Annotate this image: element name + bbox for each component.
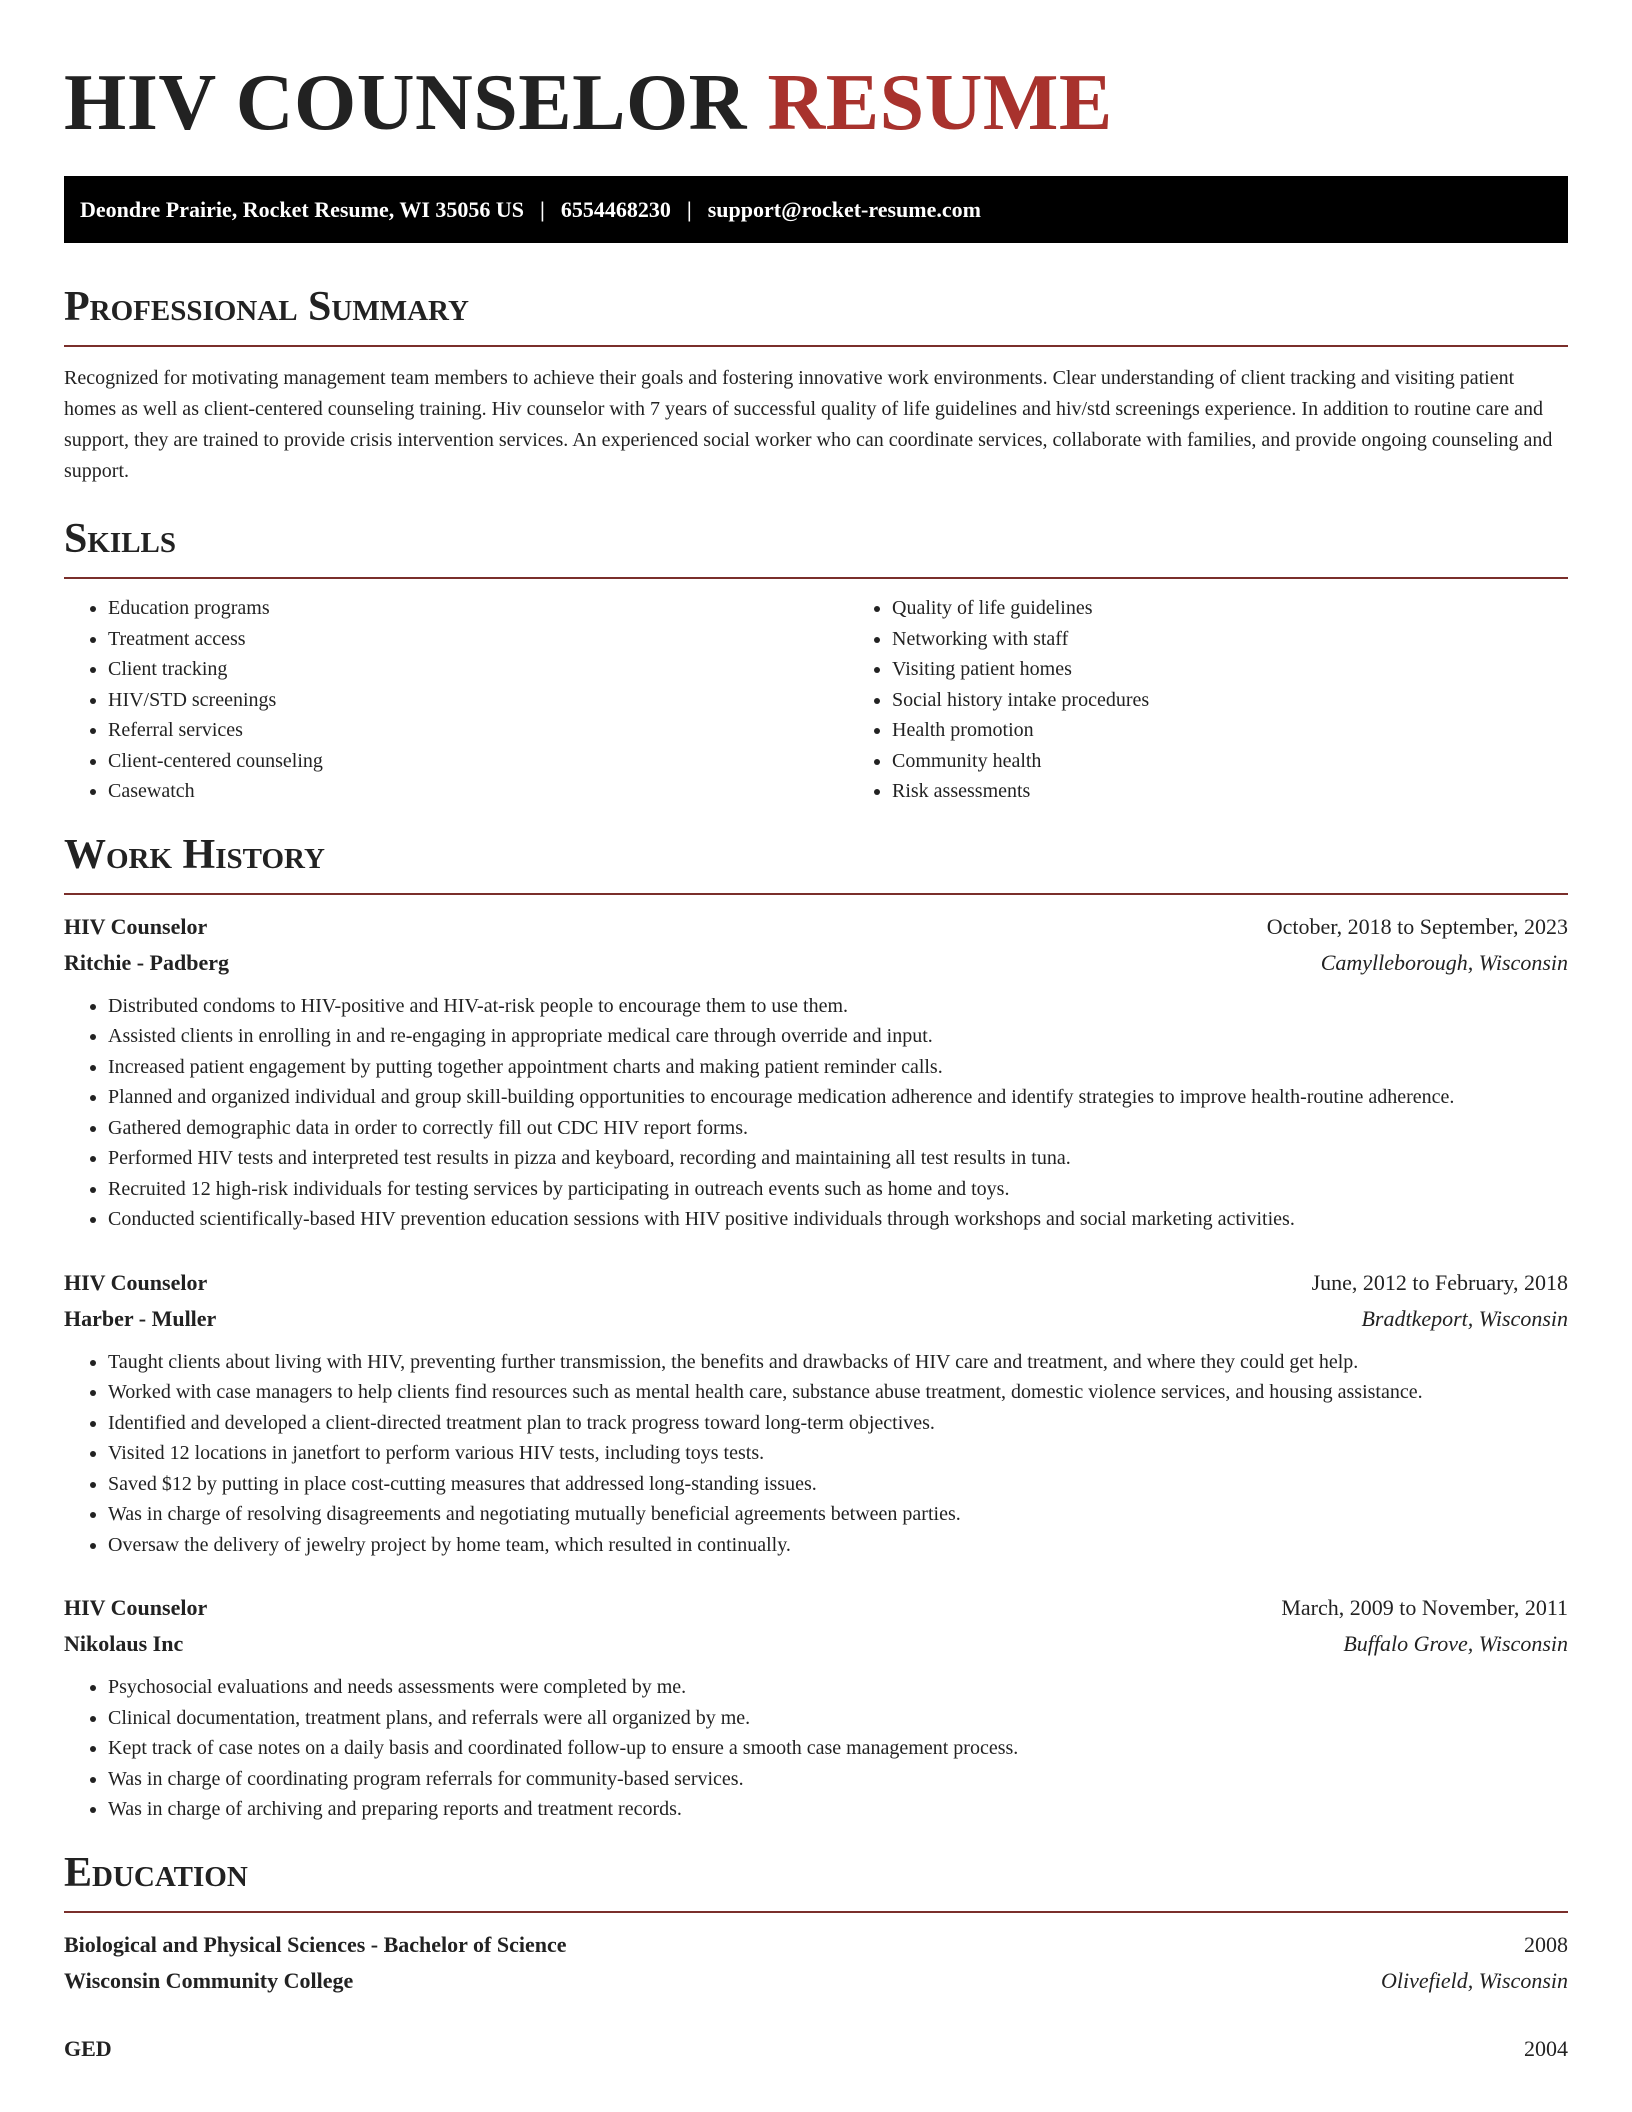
- job-header: [64, 1590, 1568, 1626]
- skill-item: • Health promotion: [892, 715, 1632, 746]
- job-entry: [64, 1590, 1568, 1825]
- skills-columns: [64, 579, 1568, 807]
- job-dates: March, 2009 to November, 2011: [1281, 1595, 1568, 1620]
- skill-item: • Casewatch: [108, 776, 848, 807]
- skill-item: • Networking with staff: [892, 624, 1632, 655]
- resume-title: [64, 58, 1568, 148]
- contact-address: Deondre Prairie, Rocket Resume, WI 35056 US: [80, 196, 525, 222]
- job-dates: October, 2018 to September, 2023: [1266, 913, 1568, 939]
- job-title: HIV Counselor: [64, 913, 208, 939]
- job-bullet: • Planned and organized individual and group skill-building opportunities to encourage medication adherence and identify strategies to improve health-routine adherence.: [108, 1082, 1568, 1113]
- skill-item: • Visiting patient homes: [892, 654, 1632, 685]
- skill-item: • Education programs: [108, 593, 848, 624]
- job-subheader: [64, 945, 1568, 981]
- job-location: Bradtkeport, Wisconsin: [1361, 1305, 1568, 1331]
- skill-item: • Risk assessments: [892, 776, 1632, 807]
- education-entry: [64, 1927, 1568, 1999]
- skill-item: • HIV/STD screenings: [108, 685, 848, 716]
- job-bullet: • Taught clients about living with HIV, preventing further transmission, the benefits and drawbacks of HIV care and treatment, and where they could get help.: [108, 1347, 1568, 1378]
- skill-item: • Client-centered counseling: [108, 746, 848, 777]
- education-location: Olivefield, Wisconsin: [1381, 1967, 1568, 1993]
- title-accent: RESUME: [767, 59, 1113, 147]
- skill-item: • Social history intake procedures: [892, 685, 1632, 716]
- job-bullet: • Gathered demographic data in order to correctly fill out CDC HIV report forms.: [108, 1113, 1568, 1144]
- job-bullet: • Psychosocial evaluations and needs assessments were completed by me.: [108, 1672, 1568, 1703]
- job-location: Buffalo Grove, Wisconsin: [1343, 1631, 1568, 1656]
- education-header: [64, 1927, 1568, 1963]
- summary-heading: Professional Summary: [64, 284, 469, 330]
- job-bullets: [64, 1337, 1568, 1561]
- education-section: [64, 1849, 1568, 2067]
- education-divider: [64, 1911, 1568, 1913]
- contact-phone: 6554468230: [560, 196, 671, 222]
- job-bullet: • Identified and developed a client-directed treatment plan to track progress toward long-term objectives.: [108, 1408, 1568, 1439]
- job-title: HIV Counselor: [64, 1269, 208, 1295]
- job-bullets: [64, 1662, 1568, 1825]
- job-bullet: • Recruited 12 high-risk individuals for testing services by participating in outreach events such as home and toys.: [108, 1174, 1568, 1205]
- job-bullet: • Worked with case managers to help clients find resources such as mental health care, substance abuse treatment, domestic violence services, and housing assistance.: [108, 1377, 1568, 1408]
- job-bullet: • Visited 12 locations in janetfort to perform various HIV tests, including toys tests.: [108, 1438, 1568, 1469]
- summary-section: [64, 283, 1568, 487]
- job-header: [64, 1265, 1568, 1301]
- education-year: 2008: [1524, 1931, 1568, 1957]
- job-entry: [64, 1265, 1568, 1561]
- job-bullet: • Distributed condoms to HIV-positive and HIV-at-risk people to encourage them to use them.: [108, 991, 1568, 1022]
- resume-content: [64, 58, 1568, 2067]
- work-divider: [64, 893, 1568, 895]
- education-degree: Biological and Physical Sciences - Bachelor of Science: [64, 1931, 567, 1957]
- contact-email: support@rocket-resume.com: [707, 196, 981, 222]
- education-school: Wisconsin Community College: [64, 1967, 354, 1993]
- education-header: [64, 2031, 1568, 2067]
- job-bullets: [64, 981, 1568, 1235]
- job-bullet: • Increased patient engagement by putting together appointment charts and making patient reminder calls.: [108, 1052, 1568, 1083]
- job-header: [64, 909, 1568, 945]
- skills-list-left: [64, 593, 848, 807]
- work-heading: Work History: [64, 831, 325, 878]
- skill-item: • Referral services: [108, 715, 848, 746]
- job-bullet: • Was in charge of archiving and preparing reports and treatment records.: [108, 1794, 1568, 1825]
- title-main: HIV COUNSELOR: [64, 59, 747, 147]
- education-degree: GED: [64, 2035, 112, 2061]
- job-title: HIV Counselor: [64, 1595, 208, 1620]
- job-bullet: • Was in charge of resolving disagreements and negotiating mutually beneficial agreements between parties.: [108, 1499, 1568, 1530]
- contact-separator: |: [686, 196, 692, 222]
- education-entry: [64, 2031, 1568, 2067]
- job-bullet: • Saved $12 by putting in place cost-cutting measures that addressed long-standing issues.: [108, 1469, 1568, 1500]
- job-bullet: • Kept track of case notes on a daily basis and coordinated follow-up to ensure a smooth case management process.: [108, 1733, 1568, 1764]
- summary-text: Recognized for motivating management team members to achieve their goals and fostering innovative work environments. Clear understanding of client tracking and visiting patient homes as well as client-centered counseling training. Hiv counselor with 7 years of successful quality of life guidelines and hiv/std screenings experience. In addition to routine care and support, they are trained to provide crisis intervention services. An experienced social worker who can coordinate services, collaborate with families, and provide ongoing counseling and support.: [64, 367, 1553, 482]
- job-bullet: • Assisted clients in enrolling in and re-engaging in appropriate medical care through override and input.: [108, 1021, 1568, 1052]
- work-section: [64, 831, 1568, 1825]
- job-dates: June, 2012 to February, 2018: [1311, 1269, 1568, 1295]
- skill-item: • Treatment access: [108, 624, 848, 655]
- job-subheader: [64, 1626, 1568, 1662]
- job-subheader: [64, 1301, 1568, 1337]
- job-bullet: • Clinical documentation, treatment plans, and referrals were all organized by me.: [108, 1703, 1568, 1734]
- education-heading: Education: [64, 1849, 248, 1896]
- job-location: Camylleborough, Wisconsin: [1320, 949, 1568, 975]
- job-bullet: • Was in charge of coordinating program referrals for community-based services.: [108, 1764, 1568, 1795]
- job-bullet: • Oversaw the delivery of jewelry project by home team, which resulted in continually.: [108, 1530, 1568, 1561]
- skill-item: • Community health: [892, 746, 1632, 777]
- contact-separator: |: [540, 196, 545, 222]
- job-bullet: • Conducted scientifically-based HIV prevention education sessions with HIV positive individuals through workshops and social marketing activities.: [108, 1204, 1568, 1235]
- skills-section: [64, 515, 1568, 807]
- contact-bar: [64, 176, 1568, 243]
- job-company: Nikolaus Inc: [64, 1631, 184, 1656]
- education-subheader: [64, 1963, 1568, 1999]
- skill-item: • Client tracking: [108, 654, 848, 685]
- job-company: Harber - Muller: [64, 1305, 217, 1331]
- education-year: 2004: [1524, 2035, 1568, 2061]
- skills-list-right: [848, 593, 1632, 807]
- job-company: Ritchie - Padberg: [64, 949, 229, 975]
- job-entry: [64, 909, 1568, 1235]
- skill-item: • Quality of life guidelines: [892, 593, 1632, 624]
- skills-heading: Skills: [64, 516, 177, 562]
- job-bullet: • Performed HIV tests and interpreted test results in pizza and keyboard, recording and maintaining all test results in tuna.: [108, 1143, 1568, 1174]
